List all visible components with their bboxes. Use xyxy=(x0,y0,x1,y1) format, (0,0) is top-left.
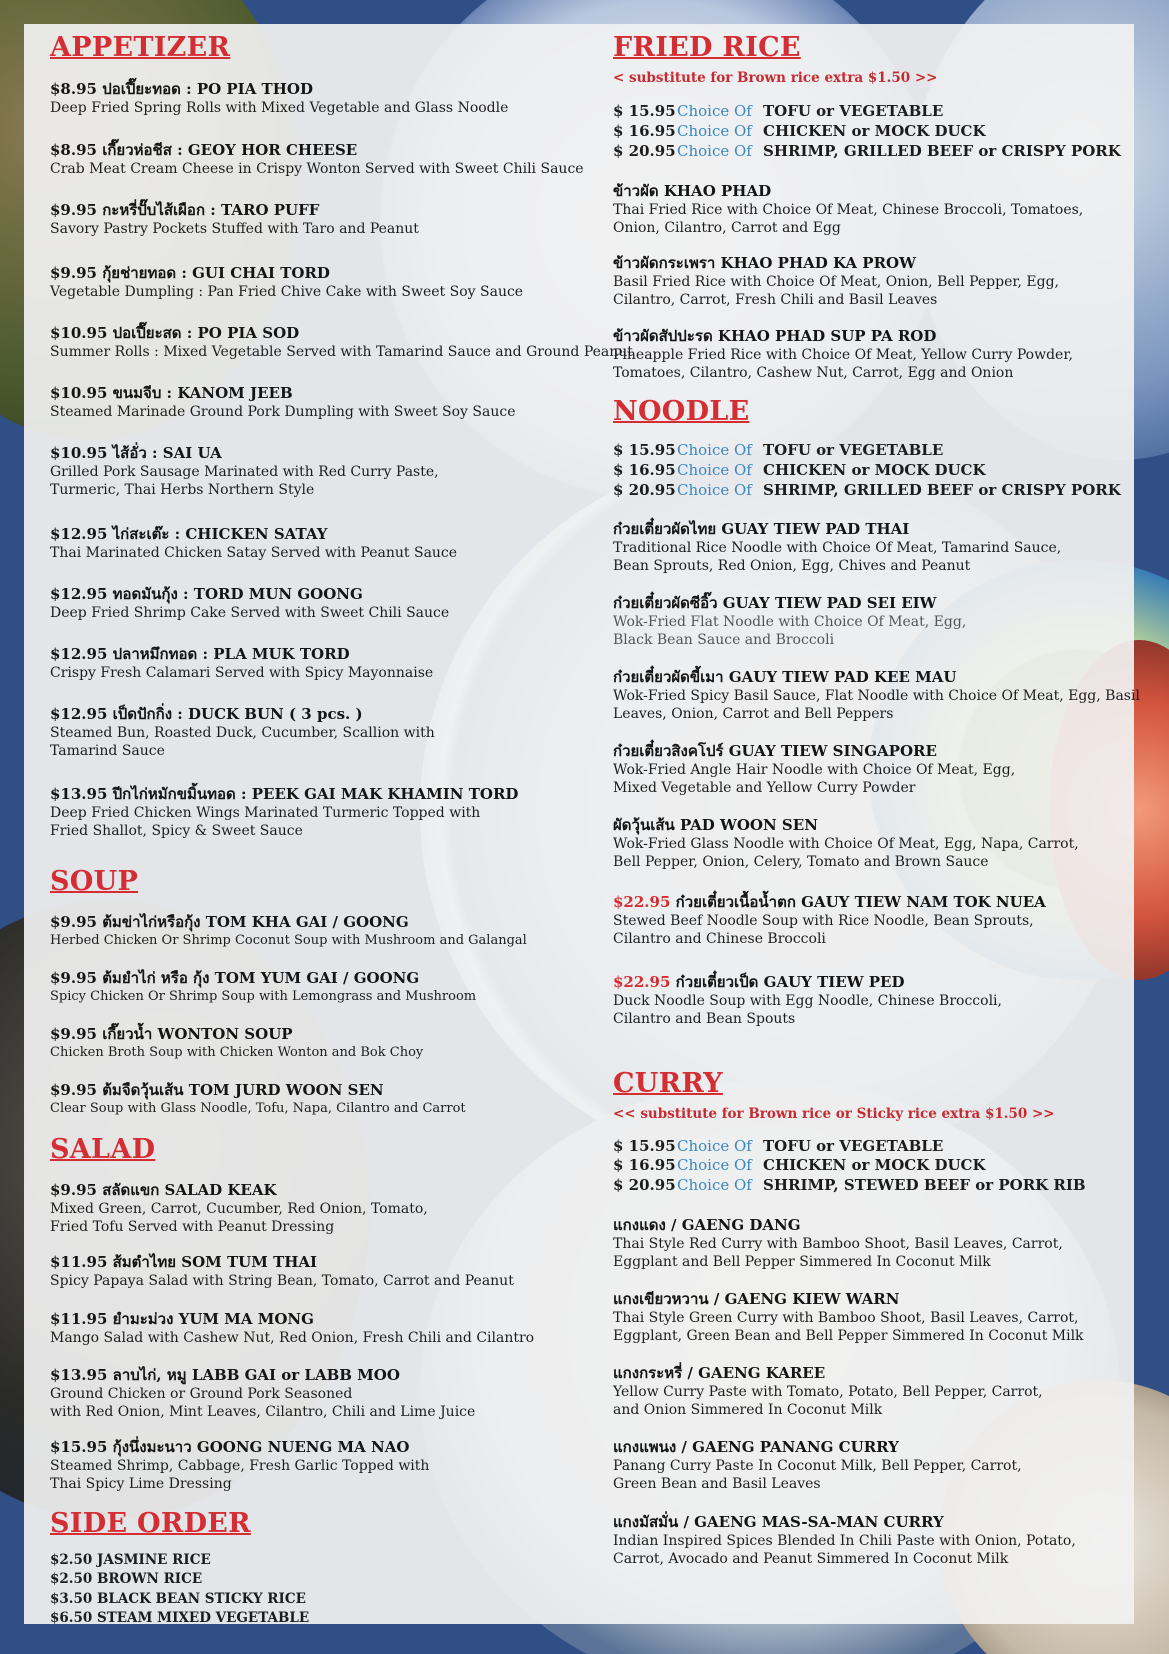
price-choice-row: $ 15.95Choice Of TOFU or VEGETABLE xyxy=(613,1137,944,1155)
side-order-item: $3.50 BLACK BEAN STICKY RICE xyxy=(50,1591,306,1607)
appetizer-heading: APPETIZER xyxy=(50,32,231,63)
menu-item: แกงแพนง / GAENG PANANG CURRY Panang Curry Paste In Coconut Milk, Bell Pepper, Carrot, Green Bean and Basil Leaves xyxy=(613,1438,1022,1492)
fried-rice-note: < substitute for Brown rice extra $1.50 >> xyxy=(613,70,938,86)
menu-item: $10.95 ขนมจีบ : KANOM JEEB Steamed Marinade Ground Pork Dumpling with Sweet Soy Sauce xyxy=(50,384,516,420)
menu-item: ก๋วยเตี๋ยวสิงคโปร์ GUAY TIEW SINGAPORE Wok-Fried Angle Hair Noodle with Choice Of Meat, Egg, Mixed Vegetable and Yellow Curry Powder xyxy=(613,742,1016,796)
menu-item: $15.95 กุ้งนึ่งมะนาว GOONG NUENG MA NAO Steamed Shrimp, Cabbage, Fresh Garlic Topped with Thai Spicy Lime Dressing xyxy=(50,1438,430,1492)
menu-item: $11.95 ยำมะม่วง YUM MA MONG Mango Salad with Cashew Nut, Red Onion, Fresh Chili and Cilantro xyxy=(50,1310,535,1346)
price-choice-row: $ 15.95Choice Of TOFU or VEGETABLE xyxy=(613,441,944,459)
price-choice-row: $ 16.95Choice Of CHICKEN or MOCK DUCK xyxy=(613,461,986,479)
menu-item: $22.95 ก๋วยเตี๋ยวเป็ด GAUY TIEW PED Duck Noodle Soup with Egg Noodle, Chinese Broccoli, Cilantro and Bean Spouts xyxy=(613,973,1002,1027)
price-choice-row: $ 20.95Choice Of SHRIMP, STEWED BEEF or PORK RIB xyxy=(613,1176,1086,1194)
price-choice-row: $ 15.95Choice Of TOFU or VEGETABLE xyxy=(613,102,944,120)
salad-heading: SALAD xyxy=(50,1134,156,1165)
menu-item: ก๋วยเตี๋ยวผัดขี้เมา GAUY TIEW PAD KEE MAU Wok-Fried Spicy Basil Sauce, Flat Noodle with Choice Of Meat, Egg, Basil Leaves, Onion, Carrot and Bell Peppers xyxy=(613,668,1140,722)
menu-item: $11.95 ส้มตำไทย SOM TUM THAI Spicy Papaya Salad with String Bean, Tomato, Carrot and Peanut xyxy=(50,1253,514,1289)
menu-item: $8.95 ปอเปี๊ยะทอด : PO PIA THOD Deep Fried Spring Rolls with Mixed Vegetable and Glass Noodle xyxy=(50,80,509,116)
menu-item: $22.95 ก๋วยเตี๋ยวเนื้อน้ำตก GAUY TIEW NAM TOK NUEA Stewed Beef Noodle Soup with Rice Noodle, Bean Sprouts, Cilantro and Chinese Broccoli xyxy=(613,893,1046,947)
menu-item: แกงแดง / GAENG DANG Thai Style Red Curry with Bamboo Shoot, Basil Leaves, Carrot, Eggplant and Bell Pepper Simmered In Coconut Milk xyxy=(613,1216,1063,1270)
price-choice-row: $ 20.95Choice Of SHRIMP, GRILLED BEEF or CRISPY PORK xyxy=(613,142,1121,160)
menu-item: แกงมัสมั่น / GAENG MAS-SA-MAN CURRY Indian Inspired Spices Blended In Chili Paste with Onion, Potato, Carrot, Avocado and Peanut Simmered In Coconut Milk xyxy=(613,1513,1076,1567)
menu-item: ข้าวผัดกระเพรา KHAO PHAD KA PROW Basil Fried Rice with Choice Of Meat, Onion, Bell Pepper, Egg, Cilantro, Carrot, Fresh Chili and Basil Leaves xyxy=(613,254,1059,308)
side-order-item: $2.50 JASMINE RICE xyxy=(50,1552,211,1568)
menu-item: $9.95 กะหรี่ปั๊บไส้เผือก : TARO PUFF Savory Pastry Pockets Stuffed with Taro and Peanut xyxy=(50,201,419,237)
menu-item: แกงกระหรี่ / GAENG KAREE Yellow Curry Paste with Tomato, Potato, Bell Pepper, Carrot, and Onion Simmered In Coconut Milk xyxy=(613,1364,1043,1418)
menu-item: $12.95 ไก่สะเต๊ะ : CHICKEN SATAY Thai Marinated Chicken Satay Served with Peanut Sauce xyxy=(50,525,458,561)
menu-item: ข้าวผัด KHAO PHAD Thai Fried Rice with Choice Of Meat, Chinese Broccoli, Tomatoes, Onion, Cilantro, Carrot and Egg xyxy=(613,182,1084,236)
menu-item: $9.95 สลัดแขก SALAD KEAK Mixed Green, Carrot, Cucumber, Red Onion, Tomato, Fried Tofu Served with Peanut Dressing xyxy=(50,1181,428,1235)
noodle-heading: NOODLE xyxy=(613,396,750,427)
menu-item: $13.95 ปีกไก่หมักขมิ้นทอด : PEEK GAI MAK KHAMIN TORD Deep Fried Chicken Wings Marinated Turmeric Topped with Fried Shallot, Spicy & Sweet Sauce xyxy=(50,785,519,839)
menu-item: ข้าวผัดสัปปะรด KHAO PHAD SUP PA ROD Pineapple Fried Rice with Choice Of Meat, Yellow Curry Powder, Tomatoes, Cilantro, Cashew Nut, Carrot, Egg and Onion xyxy=(613,327,1073,381)
soup-heading: SOUP xyxy=(50,866,139,897)
fried-rice-heading: FRIED RICE xyxy=(613,32,801,63)
menu-item: ก๋วยเตี๋ยวผัดไทย GUAY TIEW PAD THAI Traditional Rice Noodle with Choice Of Meat, Tamarind Sauce, Bean Sprouts, Red Onion, Egg, Chives and Peanut xyxy=(613,520,1062,574)
menu-panel xyxy=(24,24,1140,1626)
menu-item: $12.95 ทอดมันกุ้ง : TORD MUN GOONG Deep Fried Shrimp Cake Served with Sweet Chili Sauce xyxy=(50,585,450,621)
side-order-item: $2.50 BROWN RICE xyxy=(50,1571,203,1587)
side-order-heading: SIDE ORDER xyxy=(50,1508,251,1539)
side-order-item: $6.50 STEAM MIXED VEGETABLE xyxy=(50,1610,310,1626)
menu-item: $8.95 เกี๊ยวห่อชีส : GEOY HOR CHEESE Crab Meat Cream Cheese in Crispy Wonton Served with Sweet Chili Sauce xyxy=(50,141,584,177)
price-choice-row: $ 16.95Choice Of CHICKEN or MOCK DUCK xyxy=(613,122,986,140)
menu-item: $9.95 เกี๊ยวน้ำ WONTON SOUP Chicken Broth Soup with Chicken Wonton and Bok Choy xyxy=(50,1025,424,1060)
price-choice-row: $ 20.95Choice Of SHRIMP, GRILLED BEEF or CRISPY PORK xyxy=(613,481,1121,499)
menu-item: $12.95 เป็ดปักกิ่ง : DUCK BUN ( 3 pcs. ) Steamed Bun, Roasted Duck, Cucumber, Scallion with Tamarind Sauce xyxy=(50,705,435,759)
menu-item: $10.95 ไส้อั่ว : SAI UA Grilled Pork Sausage Marinated with Red Curry Paste, Turmeric, Thai Herbs Northern Style xyxy=(50,444,439,498)
menu-item: $9.95 ต้มจืดวุ้นเส้น TOM JURD WOON SEN Clear Soup with Glass Noodle, Tofu, Napa, Cilantro and Carrot xyxy=(50,1081,466,1116)
curry-heading: CURRY xyxy=(613,1068,723,1099)
menu-item: $9.95 ต้มยำไก่ หรือ กุ้ง TOM YUM GAI / GOONG Spicy Chicken Or Shrimp Soup with Lemongrass and Mushroom xyxy=(50,969,477,1004)
menu-item: $10.95 ปอเปี๊ยะสด : PO PIA SOD Summer Rolls : Mixed Vegetable Served with Tamarind Sauce and Ground Peanut xyxy=(50,324,633,360)
menu-item: $9.95 กุ้ยช่ายทอด : GUI CHAI TORD Vegetable Dumpling : Pan Fried Chive Cake with Sweet Soy Sauce xyxy=(50,264,524,300)
menu-item: $13.95 ลาบไก่, หมู LABB GAI or LABB MOO Ground Chicken or Ground Pork Seasoned with Red Onion, Mint Leaves, Cilantro, Chili and Lime Juice xyxy=(50,1366,476,1420)
menu-item: ก๋วยเตี๋ยวผัดซีอิ๊ว GUAY TIEW PAD SEI EIW Wok-Fried Flat Noodle with Choice Of Meat, Egg, Black Bean Sauce and Broccoli xyxy=(613,594,967,648)
menu-item: $12.95 ปลาหมึกทอด : PLA MUK TORD Crispy Fresh Calamari Served with Spicy Mayonnaise xyxy=(50,645,434,681)
menu-item: แกงเขียวหวาน / GAENG KIEW WARN Thai Style Green Curry with Bamboo Shoot, Basil Leaves, Carrot, Eggplant, Green Bean and Bell Pepper Simmered In Coconut Milk xyxy=(613,1290,1084,1344)
price-choice-row: $ 16.95Choice Of CHICKEN or MOCK DUCK xyxy=(613,1156,986,1174)
menu-item: ผัดวุ้นเส้น PAD WOON SEN Wok-Fried Glass Noodle with Choice Of Meat, Egg, Napa, Carrot, Bell Pepper, Onion, Celery, Tomato and Brown Sauce xyxy=(613,816,1079,870)
menu-item: $9.95 ต้มข่าไก่หรือกุ้ง TOM KHA GAI / GOONG Herbed Chicken Or Shrimp Coconut Soup with Mushroom and Galangal xyxy=(50,913,527,948)
curry-note: << substitute for Brown rice or Sticky rice extra $1.50 >> xyxy=(613,1106,1055,1122)
